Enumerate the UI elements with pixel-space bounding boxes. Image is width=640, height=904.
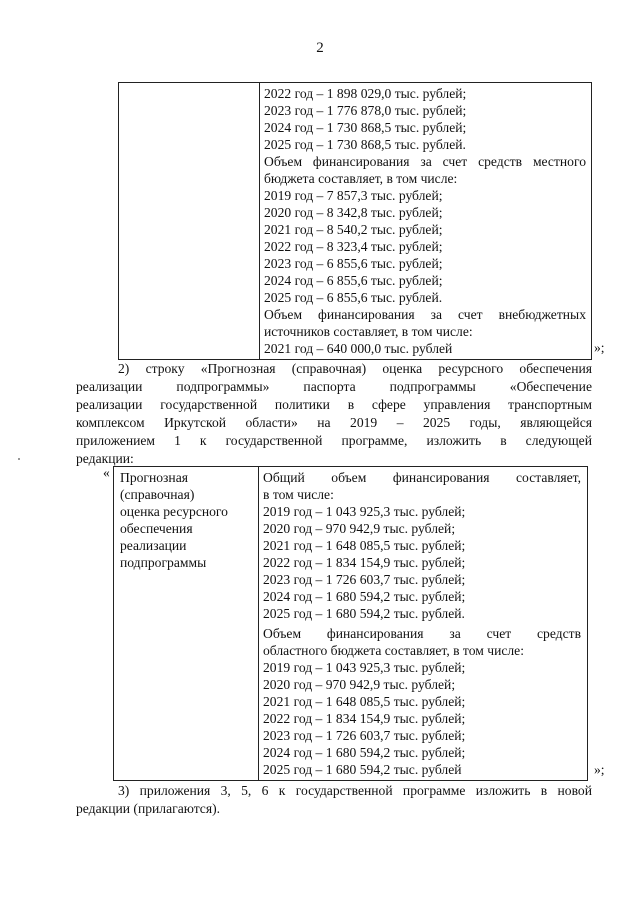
table-line: (справочная) (120, 487, 195, 502)
table-line: 2024 год – 1 730 868,5 тыс. рублей; (264, 120, 467, 135)
table-column-divider (259, 83, 260, 359)
table-line: Объем финансирования за счет средств (263, 626, 581, 641)
table-line: 2025 год – 6 855,6 тыс. рублей. (264, 290, 443, 305)
table-line: 2025 год – 1 730 868,5 тыс. рублей. (264, 137, 466, 152)
table-line: Объем финансирования за счет средств местного (264, 154, 586, 169)
paragraph-line: комплексом Иркутской области» на 2019 – 2025 годы, являющейся (76, 415, 592, 430)
table-line: в том числе: (263, 487, 334, 502)
table-line: 2021 год – 1 648 085,5 тыс. рублей; (263, 694, 466, 709)
table-line: 2024 год – 1 680 594,2 тыс. рублей; (263, 745, 466, 760)
table-line: реализации (120, 538, 187, 553)
table-line: Объем финансирования за счет внебюджетных (264, 307, 586, 322)
table-column-divider (258, 467, 259, 780)
table-line: 2023 год – 1 776 878,0 тыс. рублей; (264, 103, 467, 118)
paragraph-line: приложением 1 к государственной программе, изложить в следующей (76, 433, 592, 448)
table-line: 2023 год – 1 726 603,7 тыс. рублей; (263, 572, 466, 587)
close-quote: »; (594, 340, 605, 355)
table-line: Прогнозная (120, 470, 188, 485)
table-line: Общий объем финансирования составляет, (263, 470, 581, 485)
table-line: 2023 год – 6 855,6 тыс. рублей; (264, 256, 443, 271)
table-line: 2020 год – 8 342,8 тыс. рублей; (264, 205, 443, 220)
page-number: 2 (316, 40, 324, 56)
paragraph-line: редакции (прилагаются). (76, 801, 221, 816)
paragraph-line: 2) строку «Прогнозная (справочная) оценка ресурсного обеспечения (118, 361, 592, 376)
table-line: 2025 год – 1 680 594,2 тыс. рублей. (263, 606, 465, 621)
table-line: 2019 год – 7 857,3 тыс. рублей; (264, 188, 443, 203)
table-line: 2019 год – 1 043 925,3 тыс. рублей; (263, 504, 466, 519)
table-line: 2023 год – 1 726 603,7 тыс. рублей; (263, 728, 466, 743)
table-line: 2020 год – 970 942,9 тыс. рублей; (263, 677, 456, 692)
table-line: 2025 год – 1 680 594,2 тыс. рублей (263, 762, 462, 777)
table-line: 2022 год – 1 834 154,9 тыс. рублей; (263, 711, 466, 726)
table-line: 2024 год – 6 855,6 тыс. рублей; (264, 273, 443, 288)
table-line: обеспечения (120, 521, 193, 536)
open-quote: « (103, 465, 110, 480)
table-line: 2021 год – 640 000,0 тыс. рублей (264, 341, 453, 356)
table-line: 2020 год – 970 942,9 тыс. рублей; (263, 521, 456, 536)
table-line: 2022 год – 1 898 029,0 тыс. рублей; (264, 86, 467, 101)
table-line: 2022 год – 1 834 154,9 тыс. рублей; (263, 555, 466, 570)
table-line: 2021 год – 1 648 085,5 тыс. рублей; (263, 538, 466, 553)
table-line: бюджета составляет, в том числе: (264, 171, 458, 186)
table-line: областного бюджета составляет, в том числе: (263, 643, 524, 658)
paragraph-line: реализации подпрограммы» паспорта подпрограммы «Обеспечение (76, 379, 592, 394)
paragraph-line: редакции: (76, 451, 134, 466)
table-line: 2022 год – 8 323,4 тыс. рублей; (264, 239, 443, 254)
table-line: источников составляет, в том числе: (264, 324, 473, 339)
table-line: подпрограммы (120, 555, 207, 570)
margin-dot (18, 458, 20, 460)
paragraph-line: реализации государственной политики в сфере управления транспортным (76, 397, 592, 412)
table-line: 2024 год – 1 680 594,2 тыс. рублей; (263, 589, 466, 604)
table-line: 2021 год – 8 540,2 тыс. рублей; (264, 222, 443, 237)
paragraph-line: 3) приложения 3, 5, 6 к государственной программе изложить в новой (118, 783, 592, 798)
table-line: оценка ресурсного (120, 504, 228, 519)
close-quote: »; (594, 762, 605, 777)
table-line: 2019 год – 1 043 925,3 тыс. рублей; (263, 660, 466, 675)
